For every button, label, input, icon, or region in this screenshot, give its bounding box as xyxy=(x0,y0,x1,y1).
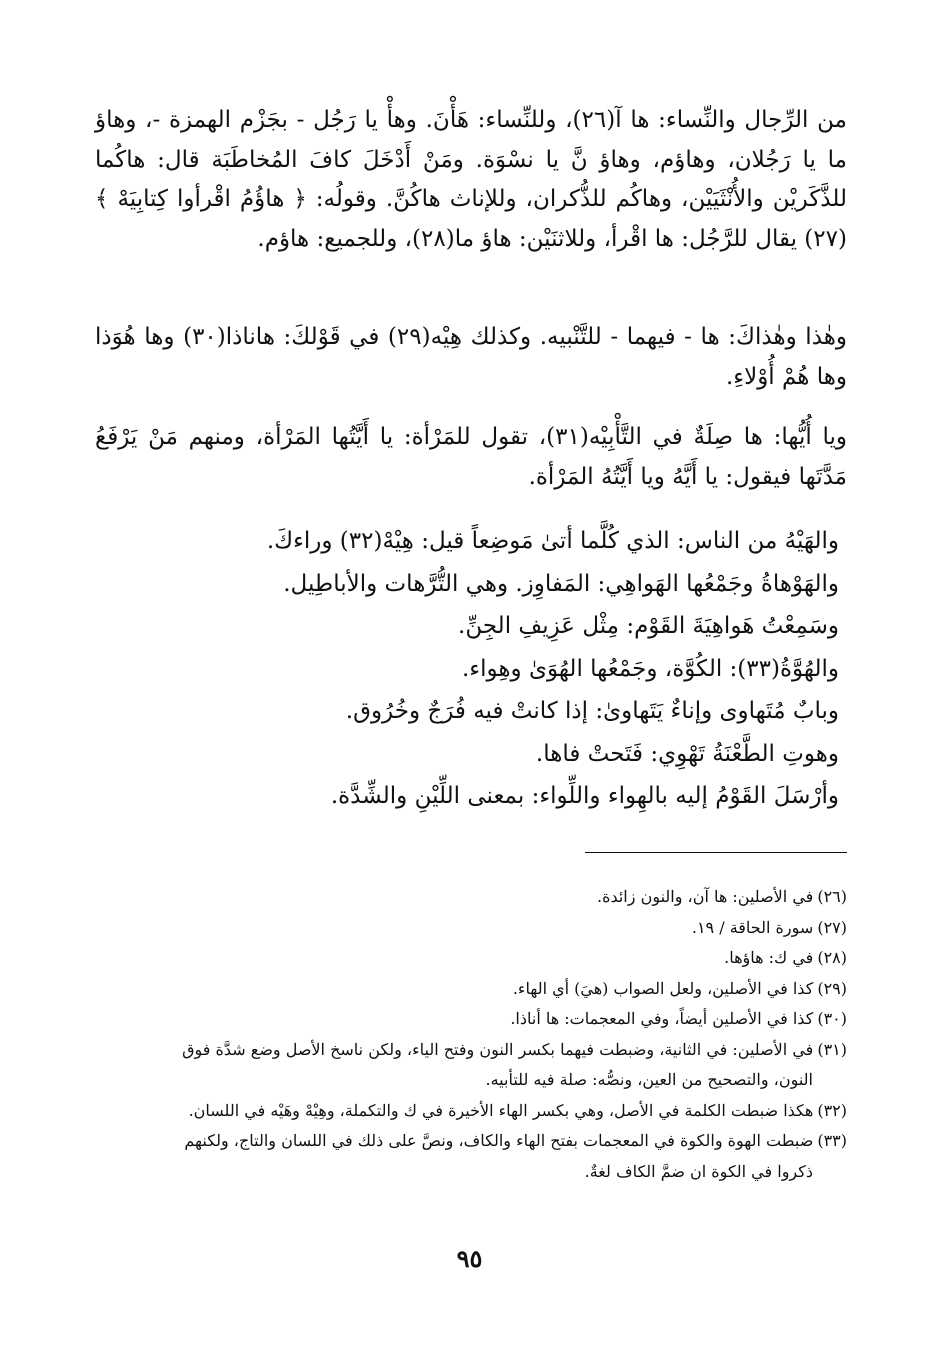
footnote-text: في الأصلين: ها آن، والنون زائدة. xyxy=(596,887,814,906)
footnote xyxy=(95,974,847,1005)
verse-line: والهُوَّةُ(٣٣): الكُوَّة، وجَمْعُها الهُوَىٰ وهِواء. xyxy=(462,655,839,682)
verse-line: وبابٌ مُتَهاوى وإناءٌ يَتَهاوىٰ: إذا كانتْ فيه فُرَجٌ وخُرُوق. xyxy=(345,698,839,724)
body-paragraph: وهٰذا وهٰذاكَ: ها - فيهما - للتَّنْبيه. وكذلك هِيْه(٢٩) في قَوْلكَ: هاناذا(٣٠) وها هُوَذا وها هُمْ أُوْلاءِ. xyxy=(95,324,848,390)
footnote-number: (٣١) xyxy=(817,1039,847,1059)
verse-line: والهَيْهُ من الناس: الذي كُلَّما أتىٰ مَوضِعاً قيل: هِيْهْ(٣٢) وراءكَ. xyxy=(266,528,839,554)
footnote-text: ضبطت الهوة والكوة في المعجمات بفتح الهاء والكاف، ونصَّ على ذلك في اللسان والتاج، ولكنهم xyxy=(184,1131,814,1150)
footnote-text: كذا في الأصلين أيضاً، وفي المعجمات: ها أناذا. xyxy=(510,1009,814,1028)
body-paragraph: ويا أُيُّها: ها صِلَةٌ في التَّأْبِيْه(٣١)، تقول للمَرْأة: يا أَيَّتُها المَرْأة، ومنهم مَنْ يَرْفَعُ مَدَّتَها فيقول: يا أَيَّهُ ويا أَيَّتُهُ المَرْأة. xyxy=(95,424,847,490)
footnote-continuation: النون، والتصحيح من العين، ونصُّه: صلة فيه للتأبيه. xyxy=(485,1070,813,1089)
footnote xyxy=(95,943,847,974)
footnote-text: في ك: هاؤها. xyxy=(724,948,814,967)
footnote xyxy=(95,1096,847,1127)
footnote-text: سورة الحاقة / ١٩. xyxy=(691,917,814,937)
footnote-text: هكذا ضبطت الكلمة في الأصل، وهي بكسر الهاء الأخيرة في ك والتكملة، وهِيْهْ وهَيْه في اللسان. xyxy=(188,1100,814,1120)
footnote-number: (٢٨) xyxy=(817,948,847,967)
footnote-number: (٣٣) xyxy=(817,1131,847,1150)
footnote xyxy=(95,1004,847,1035)
footnote-text: في الأصلين: في الثانية، وضبطت فيهما بكسر النون وفتح الياء، ولكن ناسخ الأصل وضع شدَّة فوق xyxy=(182,1039,814,1059)
footnote-number: (٣٢) xyxy=(817,1100,847,1120)
footnote-number: (٢٧) xyxy=(817,917,847,937)
footnote-number: (٢٦) xyxy=(817,887,847,906)
footnote-number: (٢٩) xyxy=(817,978,847,998)
footnote-continuation: ذكروا في الكوة ان ضمَّ الكاف لغةٌ. xyxy=(584,1161,813,1181)
verse-line: وأرْسَلَ القَوْمُ إليه بالهِواء واللِّواء: بمعنى اللِّيْنِ والشِّدَّة. xyxy=(330,783,839,809)
body-paragraph: من الرِّجال والنِّساء: ها آ(٢٦)، وللنِّساء: هَأْنَ. وهأْ يا رَجُل - بجَزْم الهمزة -، وهاؤ ما يا رَجُلان، وهاؤم، وهاؤ نَّ يا نسْوَة. ومَنْ أَدْخَلَ كافَ المُخاطَبَة قال: هاكُما للذَّكَريْن والأُنْثَيَيْن، وهاكُم للذُّكران، وللإناث هاكُنَّ. وقولُه: ﴿ هاؤُمُ اقْرأوا كِتابِيَهْ ﴾(٢٧) يقال للرَّجُل: ها اقْرأ، وللاثنَيْن: هاؤ ما(٢٨)، وللجميع: هاؤم. xyxy=(95,107,848,252)
verse-line: والهَوْهاةُ وجَمْعُها الهَواهِي: المَفاوِز. وهي التُّرَّهات والأباطِيل. xyxy=(283,570,839,597)
footnote-number: (٣٠) xyxy=(817,1009,847,1028)
footnote xyxy=(95,1126,847,1187)
verse-block xyxy=(119,520,839,818)
footnote xyxy=(95,913,847,944)
verse-line: وسَمِعْتُ هَواهِيَةَ القَوْم: مِثْل عَزِيفِ الجِنِّ. xyxy=(458,613,839,639)
footnote-text: كذا في الأصلين، ولعل الصواب (هيَ) أي الهاء. xyxy=(512,978,814,998)
verse-line: وهوتِ الطَّعْنَةُ تَهْوِي: فَتَحتْ فاها. xyxy=(535,740,839,767)
footnotes xyxy=(95,882,847,1187)
footnote xyxy=(95,1035,847,1096)
page-number: ٩٥ xyxy=(456,1244,483,1273)
footnote-separator xyxy=(585,852,847,853)
footnote xyxy=(95,882,847,913)
